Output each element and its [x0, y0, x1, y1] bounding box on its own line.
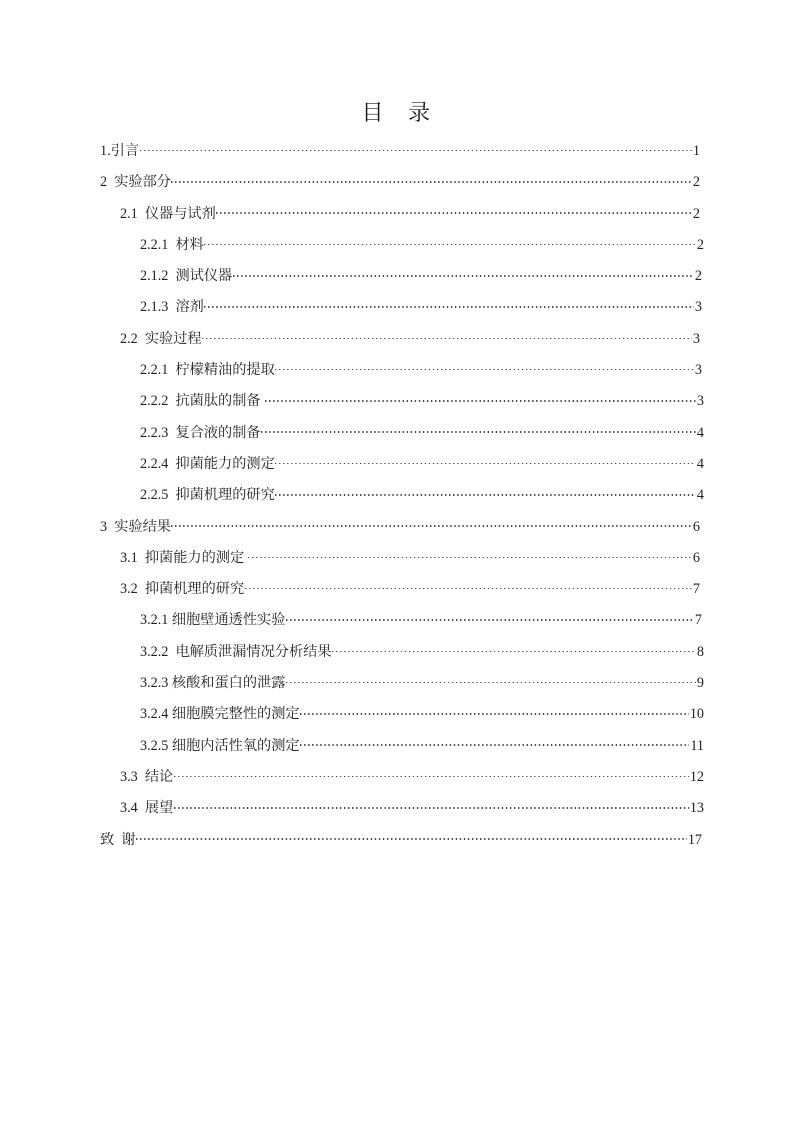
toc-entry[interactable] — [140, 731, 704, 762]
toc-entry-label: 3.1 抑菌能力的测定 — [120, 549, 248, 566]
toc-entry[interactable] — [100, 825, 702, 856]
toc-entry-page-number: 12 — [689, 768, 704, 785]
toc-entry-page-number: 3 — [692, 330, 700, 347]
toc-entry-page-number: 3 — [694, 299, 702, 316]
toc-entry-page-number: 4 — [696, 487, 704, 504]
toc-entry-label: 3.2.1 细胞壁通透性实验 — [140, 612, 286, 629]
toc-dot-leader — [300, 704, 689, 718]
toc-entry[interactable] — [140, 668, 704, 699]
toc-entry[interactable] — [140, 230, 704, 261]
toc-entry-label: 3.2.5 细胞内活性氧的测定 — [140, 737, 300, 754]
toc-entry-label: 1.引言 — [100, 143, 140, 159]
toc-entry-label: 2.2.1 材料 — [140, 236, 204, 253]
toc-dot-leader — [233, 266, 694, 280]
toc-dot-leader — [216, 203, 692, 217]
toc-entry-label: 致 谢 — [100, 831, 136, 848]
toc-entry-label: 2.2.3 复合液的制备 — [140, 424, 261, 441]
toc-entry-page-number: 2 — [694, 268, 702, 285]
toc-dot-leader — [286, 673, 696, 687]
toc-entry-page-number: 11 — [690, 737, 704, 754]
toc-entry-page-number: 1 — [692, 143, 700, 159]
toc-entry-label: 2.2 实验过程 — [120, 330, 202, 347]
toc-entry[interactable] — [120, 574, 700, 605]
toc-entry[interactable] — [120, 793, 704, 824]
toc-entry-label: 2.1.3 溶剂 — [140, 299, 204, 316]
toc-dot-leader — [265, 391, 696, 405]
toc-entry[interactable] — [140, 355, 702, 386]
toc-entry-page-number: 2 — [692, 174, 700, 191]
toc-entry-page-number: 3 — [694, 362, 702, 379]
toc-entry[interactable] — [100, 512, 700, 543]
toc-entry-page-number: 2 — [696, 236, 704, 253]
toc-dot-leader — [332, 642, 696, 656]
toc-dot-leader — [174, 767, 689, 781]
toc-entry-label: 2.2.2 抗菌肽的制备 — [140, 393, 265, 410]
toc-entry[interactable] — [140, 418, 704, 449]
toc-entry[interactable] — [140, 699, 704, 730]
toc-entry-page-number: 4 — [696, 424, 704, 441]
toc-entry[interactable] — [100, 136, 700, 167]
toc-entry-label: 3.2.3 核酸和蛋白的泄露 — [140, 675, 286, 692]
toc-dot-leader — [136, 829, 687, 843]
toc-dot-leader — [275, 454, 696, 468]
toc-entry-label: 3.2.2 电解质泄漏情况分析结果 — [140, 643, 332, 660]
toc-dot-leader — [140, 141, 692, 155]
toc-entry-page-number: 6 — [692, 549, 700, 566]
toc-entry-label: 2.1.2 测试仪器 — [140, 268, 233, 285]
toc-dot-leader — [275, 360, 694, 374]
table-of-contents — [100, 136, 704, 856]
toc-dot-leader — [275, 485, 696, 499]
toc-entry[interactable] — [140, 261, 702, 292]
toc-dot-leader — [202, 329, 692, 343]
toc-entry-page-number: 4 — [696, 455, 704, 472]
toc-entry-label: 3.2.4 细胞膜完整性的测定 — [140, 706, 300, 723]
toc-dot-leader — [300, 735, 689, 749]
toc-entry-label: 2.2.4 抑菌能力的测定 — [140, 455, 275, 472]
toc-entry-page-number: 17 — [687, 831, 702, 848]
toc-entry-label: 3.4 展望 — [120, 800, 174, 817]
toc-entry-page-number: 2 — [692, 205, 700, 222]
toc-entry[interactable] — [140, 386, 704, 417]
toc-dot-leader — [261, 422, 696, 436]
toc-dot-leader — [174, 798, 689, 812]
toc-entry-label: 3.3 结论 — [120, 768, 174, 785]
toc-entry[interactable] — [140, 292, 702, 323]
toc-entry-page-number: 13 — [689, 800, 704, 817]
toc-entry-page-number: 3 — [696, 393, 704, 410]
page-title: 目 录 — [361, 100, 432, 125]
toc-entry[interactable] — [140, 480, 704, 511]
toc-dot-leader — [204, 297, 694, 311]
toc-dot-leader — [171, 516, 691, 530]
toc-entry[interactable] — [120, 324, 700, 355]
toc-entry-page-number: 7 — [692, 581, 700, 598]
toc-entry-label: 2.2.1 柠檬精油的提取 — [140, 362, 275, 379]
toc-entry-page-number: 8 — [696, 643, 704, 660]
toc-dot-leader — [171, 172, 691, 186]
toc-entry-page-number: 10 — [689, 706, 704, 723]
toc-entry[interactable] — [120, 543, 700, 574]
toc-entry[interactable] — [120, 762, 704, 793]
toc-entry-label: 3.2 抑菌机理的研究 — [120, 581, 245, 598]
toc-entry[interactable] — [140, 449, 704, 480]
toc-entry-label: 2.2.5 抑菌机理的研究 — [140, 487, 275, 504]
toc-entry[interactable] — [140, 605, 702, 636]
toc-entry-label: 3 实验结果 — [100, 518, 171, 535]
toc-entry-page-number: 9 — [696, 675, 704, 692]
toc-dot-leader — [245, 579, 692, 593]
toc-dot-leader — [204, 235, 696, 249]
toc-dot-leader — [286, 610, 694, 624]
toc-entry-label: 2 实验部分 — [100, 174, 171, 191]
toc-entry-page-number: 6 — [692, 518, 700, 535]
toc-entry[interactable] — [140, 637, 704, 668]
toc-entry-page-number: 7 — [694, 612, 702, 629]
toc-dot-leader — [248, 548, 692, 562]
toc-entry[interactable] — [100, 167, 700, 198]
toc-entry-label: 2.1 仪器与试剂 — [120, 205, 216, 222]
toc-entry[interactable] — [120, 199, 700, 230]
